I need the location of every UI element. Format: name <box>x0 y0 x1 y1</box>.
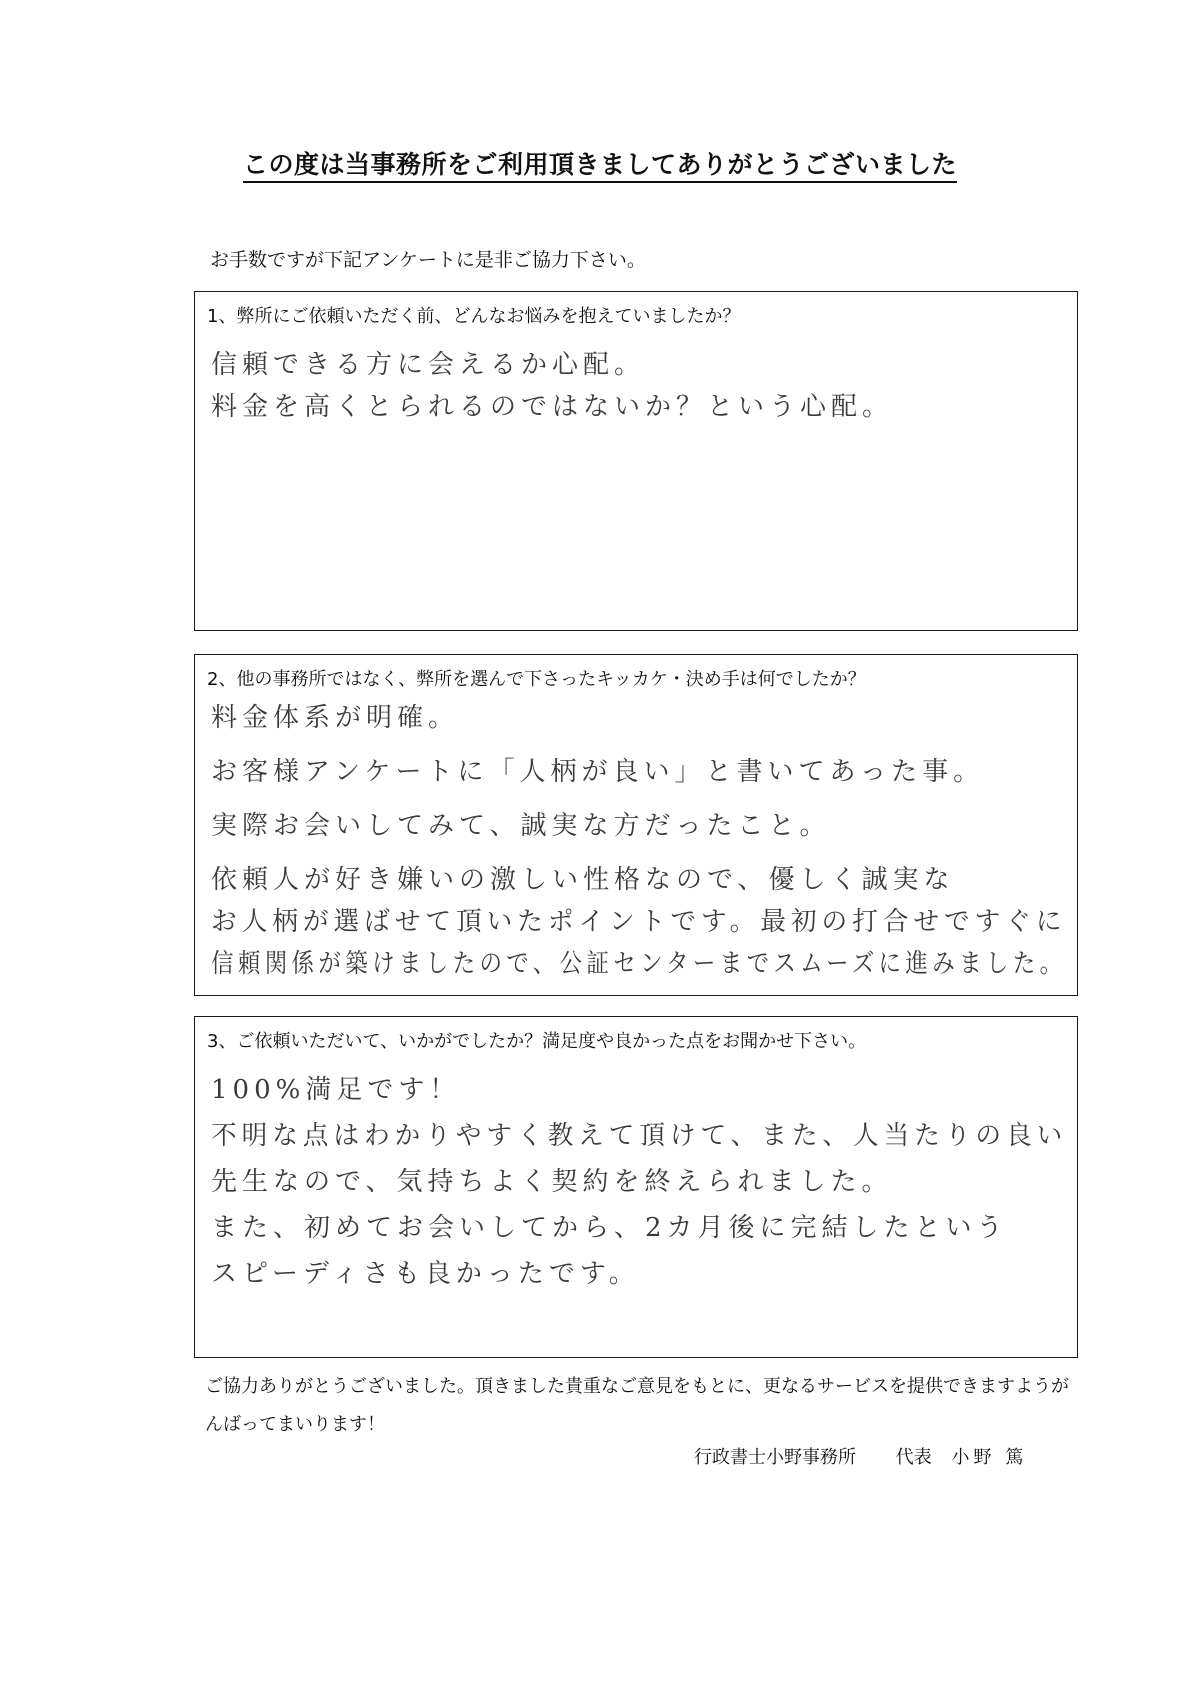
handwritten-answer-line: 信頼できる方に会えるか心配。 <box>211 350 646 380</box>
handwritten-answer-line: 100%満足です！ <box>211 1075 461 1105</box>
answer-area-3 <box>211 1075 1067 1289</box>
handwritten-answer-line: スピーディさも良かったです。 <box>211 1259 640 1289</box>
page-title: この度は当事務所をご利用頂きましてありがとうございました <box>0 145 1200 181</box>
answer-area-1 <box>211 350 1067 422</box>
signature-role: 代表 <box>895 1447 932 1468</box>
handwritten-answer-line: 信頼関係が築けましたので、公証センターまでスムーズに進みました。 <box>211 949 1067 979</box>
closing-message: ご協力ありがとうございました。頂きました貴重なご意見をもとに、更なるサービスを提供できますようがんばってまいります！ <box>205 1376 1069 1435</box>
handwritten-answer-line: お人柄が選ばせて頂いたポイントです。最初の打合せですぐに <box>211 907 1067 937</box>
handwritten-answer-line: お客様アンケートに「人柄が良い」と書いてあった事。 <box>211 757 985 787</box>
handwritten-answer-line: 依頼人が好き嫌いの激しい性格なので、優しく誠実な <box>211 865 955 895</box>
answer-area-2 <box>211 703 1067 979</box>
intro-text: お手数ですが下記アンケートに是非ご協力下さい。 <box>210 249 646 271</box>
handwritten-answer-line: 実際お会いしてみて、誠実な方だったこと。 <box>211 811 831 841</box>
signature-office: 行政書士小野事務所 <box>694 1447 856 1468</box>
handwritten-answer-line: 先生なので、気持ちよく契約を終えられました。 <box>211 1167 893 1197</box>
signature <box>694 1443 1027 1469</box>
question-label-1: 1、弊所にご依頼いただく前、どんなお悩みを抱えていましたか？ <box>207 306 741 327</box>
question-box-2 <box>194 654 1078 996</box>
handwritten-answer-line: 料金を高くとられるのではないか？という心配。 <box>211 392 894 422</box>
handwritten-answer-line: 不明な点はわかりやすく教えて頂けて、また、人当たりの良い <box>211 1121 1068 1151</box>
handwritten-answer-line: また、初めてお会いしてから、2カ月後に完結したという <box>211 1213 1008 1243</box>
question-label-2: 2、他の事務所ではなく、弊所を選んで下さったキッカケ・決め手は何でしたか？ <box>207 669 866 690</box>
question-label-3: 3、ご依頼いただいて、いかがでしたか？満足度や良かった点をお聞かせ下さい。 <box>207 1031 867 1052</box>
question-box-3 <box>194 1016 1078 1358</box>
question-box-1 <box>194 291 1078 631</box>
signature-name: 小野 篤 <box>951 1447 1028 1468</box>
handwritten-answer-line: 料金体系が明確。 <box>211 703 460 733</box>
